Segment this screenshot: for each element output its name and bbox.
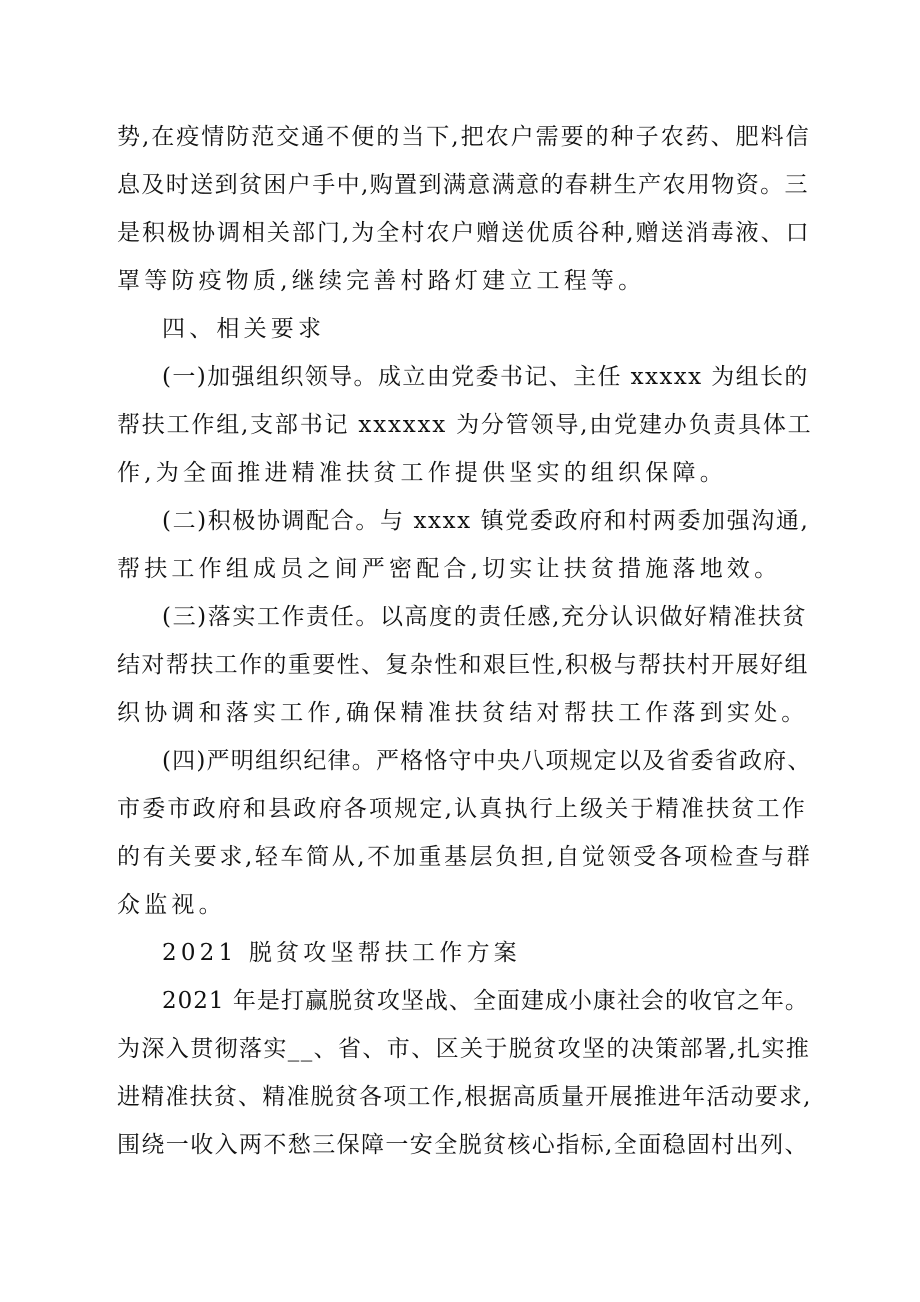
document-title: 2021 脱贫攻坚帮扶工作方案 <box>162 940 521 966</box>
paragraph-line: 织协调和落实工作,确保精准扶贫结对帮扶工作落到实处。 <box>117 700 809 726</box>
paragraph-line: 众监视。 <box>117 892 226 918</box>
paragraph-line: 是积极协调相关部门,为全村农户赠送优质谷种,赠送消毒液、口 <box>117 220 811 246</box>
paragraph-line: 作,为全面推进精准扶贫工作提供坚实的组织保障。 <box>117 460 727 486</box>
paragraph-line: (二)积极协调配合。与 xxxx 镇党委政府和村两委加强沟通, <box>162 508 810 534</box>
paragraph-line: 息及时送到贫困户手中,购置到满意满意的春耕生产农用物资。三 <box>117 172 809 198</box>
paragraph-line: (四)严明组织纪律。严格恪守中央八项规定以及省委省政府、 <box>162 748 812 774</box>
paragraph-line: 势,在疫情防范交通不便的当下,把农户需要的种子农药、肥料信 <box>117 124 811 150</box>
paragraph-line: 结对帮扶工作的重要性、复杂性和艰巨性,积极与帮扶村开展好组 <box>117 652 809 678</box>
paragraph-line: 的有关要求,轻车简从,不加重基层负担,自觉领受各项检查与群 <box>117 844 813 870</box>
paragraph-line: 为深入贯彻落实__、省、市、区关于脱贫攻坚的决策部署,扎实推 <box>117 1036 811 1062</box>
paragraph-line: 帮扶工作组,支部书记 xxxxxx 为分管领导,由党建办负责具体工 <box>117 412 813 438</box>
section-heading: 四、相关要求 <box>162 316 326 342</box>
paragraph-line: (一)加强组织领导。成立由党委书记、主任 xxxxx 为组长的 <box>162 364 809 390</box>
paragraph-line: 进精准扶贫、精准脱贫各项工作,根据高质量开展推进年活动要求, <box>117 1084 812 1110</box>
paragraph-line: (三)落实工作责任。以高度的责任感,充分认识做好精准扶贫 <box>162 604 808 630</box>
paragraph-line: 2021 年是打赢脱贫攻坚战、全面建成小康社会的收官之年。 <box>162 988 809 1014</box>
paragraph-line: 市委市政府和县政府各项规定,认真执行上级关于精准扶贫工作 <box>117 796 807 822</box>
paragraph-line: 帮扶工作组成员之间严密配合,切实让扶贫措施落地效。 <box>117 556 782 582</box>
paragraph-line: 围绕一收入两不愁三保障一安全脱贫核心指标,全面稳固村出列、 <box>117 1132 809 1158</box>
paragraph-line: 罩等防疫物质,继续完善村路灯建立工程等。 <box>117 268 646 294</box>
